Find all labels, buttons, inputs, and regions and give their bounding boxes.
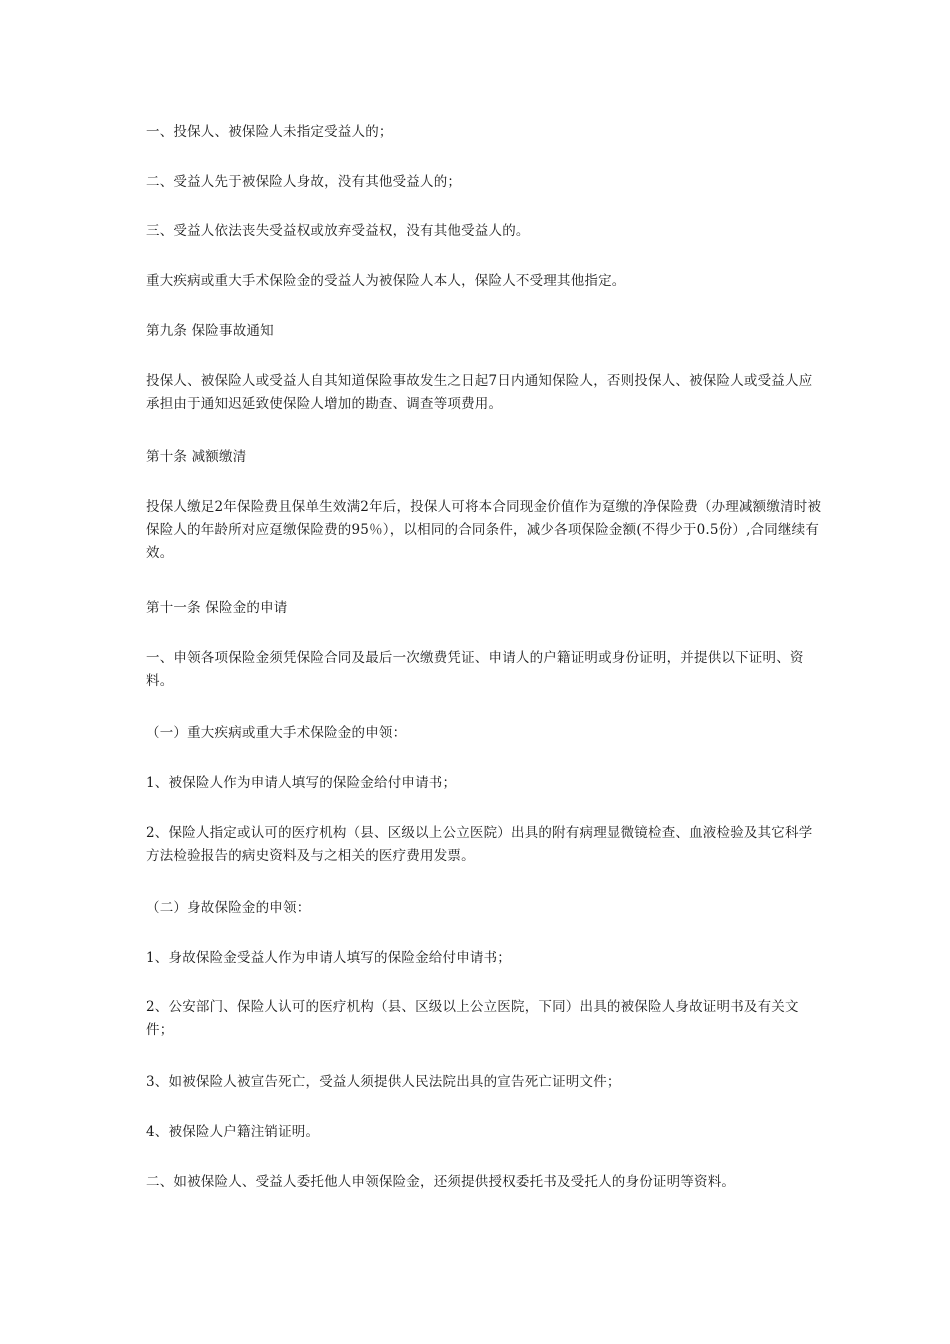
section-heading-article-9: 第九条 保险事故通知	[146, 323, 274, 339]
list-item-ci-2: 2、保险人指定或认可的医疗机构（县、区级以上公立医院）出具的附有病理显微镜检查、血液检验及其它科学方法检验报告的病史资料及与之相关的医疗费用发票。	[146, 825, 813, 864]
list-item-death-2: 2、公安部门、保险人认可的医疗机构（县、区级以上公立医院，下同）出具的被保险人身故证明书及有关文件；	[146, 999, 799, 1038]
paragraph-accident-notice: 投保人、被保险人或受益人自其知道保险事故发生之日起7日内通知保险人，否则投保人、被保险人或受益人应承担由于通知迟延致使保险人增加的勘查、调查等项费用。	[146, 373, 813, 412]
subheading-death-claim: （二）身故保险金的申领：	[146, 900, 311, 916]
section-heading-article-10: 第十条 减额缴清	[146, 449, 247, 465]
list-item-death-3: 3、如被保险人被宣告死亡，受益人须提供人民法院出具的宣告死亡证明文件；	[146, 1074, 621, 1090]
paragraph-beneficiary-note: 重大疾病或重大手术保险金的受益人为被保险人本人，保险人不受理其他指定。	[146, 273, 626, 289]
list-item-death-1: 1、身故保险金受益人作为申请人填写的保险金给付申请书；	[146, 950, 511, 966]
paragraph-proxy-claim: 二、如被保险人、受益人委托他人申领保险金，还须提供授权委托书及受托人的身份证明等资料。	[146, 1174, 736, 1190]
paragraph-claim-requirements: 一、申领各项保险金须凭保险合同及最后一次缴费凭证、申请人的户籍证明或身份证明，并提供以下证明、资料。	[146, 650, 804, 689]
list-item-death-4: 4、被保险人户籍注销证明。	[146, 1124, 320, 1140]
subheading-critical-illness-claim: （一）重大疾病或重大手术保险金的申领：	[146, 725, 407, 741]
paragraph-clause-3: 三、受益人依法丧失受益权或放弃受益权，没有其他受益人的。	[146, 223, 530, 239]
paragraph-reduced-paidup: 投保人缴足2年保险费且保单生效满2年后，投保人可将本合同现金价值作为趸缴的净保险费（办理减额缴清时被保险人的年龄所对应趸缴保险费的95％），以相同的合同条件，减少各项保险金额(不得少于0.5份）,合同继续有效。	[146, 499, 822, 561]
paragraph-clause-1: 一、投保人、被保险人未指定受益人的；	[146, 124, 393, 140]
paragraph-clause-2: 二、受益人先于被保险人身故，没有其他受益人的；	[146, 174, 462, 190]
list-item-ci-1: 1、被保险人作为申请人填写的保险金给付申请书；	[146, 775, 457, 791]
section-heading-article-11: 第十一条 保险金的申请	[146, 600, 288, 616]
